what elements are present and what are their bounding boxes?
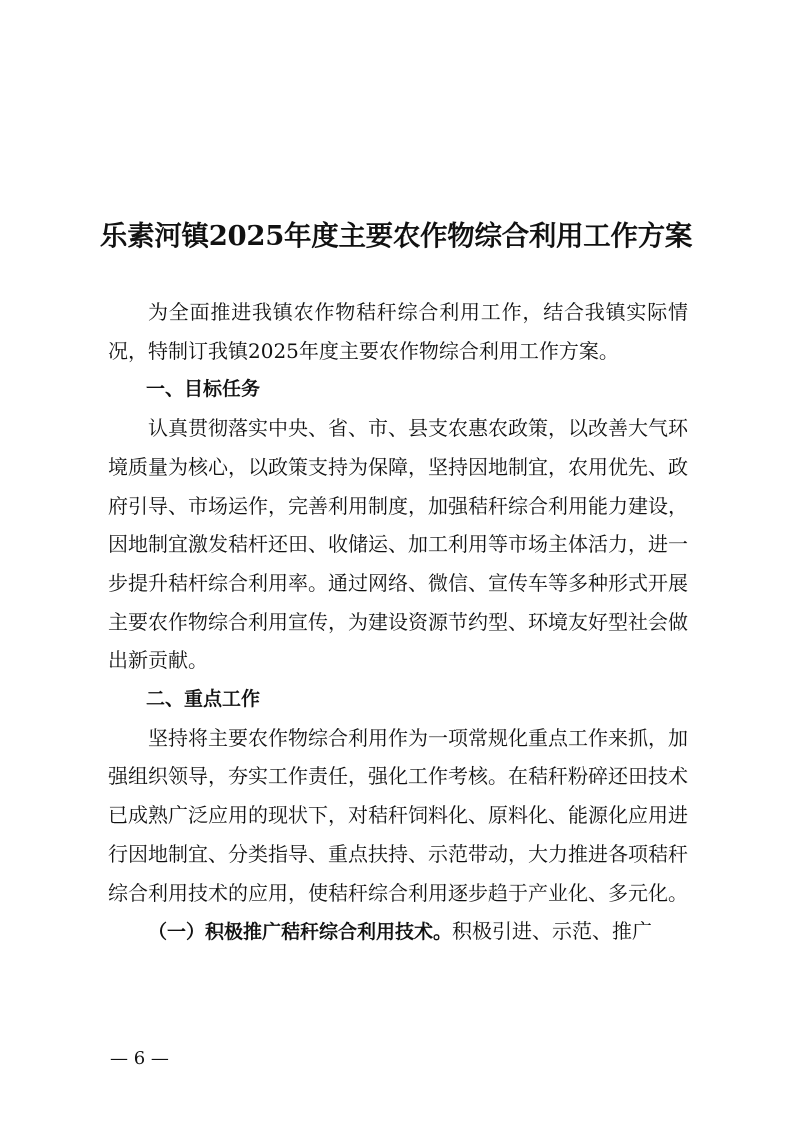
section-paragraph-targets: 认真贯彻落实中央、省、市、县支农惠农政策，以改善大气环境质量为核心，以政策支持为保障，坚持因地制宜，农用优先、政府引导、市场运作，完善利用制度，加强秸秆综合利用能力建设，因地制宜激发秸杆还田、收储运、加工利用等市场主体活力，进一步提升秸杆综合利用率。通过网络、微信、宣传车等多种形式开展主要农作物综合利用宣传，为建设资源节约型、环境友好型社会做出新贡献。 [108, 416, 688, 673]
section-paragraph-key-work: 坚持将主要农作物综合利用作为一项常规化重点工作来抓，加强组织领导，夯实工作责任，强化工作考核。在秸秆粉碎还田技术已成熟广泛应用的现状下，对秸秆饲料化、原料化、能源化应用进行因地制宜、分类指导、重点扶持、示范带动，大力推进各项秸秆综合利用技术的应用，使秸秆综合利用逐步趋于产业化、多元化。 [108, 725, 688, 905]
intro-paragraph: 为全面推进我镇农作物秸秆综合利用工作，结合我镇实际情况，特制订我镇2025年度主要农作物综合利用工作方案。 [108, 300, 688, 363]
section-heading-key-work: 二、重点工作 [146, 688, 261, 711]
subsection-item-1-text: 积极引进、示范、推广 [452, 919, 653, 944]
document-body [108, 293, 688, 952]
subsection-item-1-lead: （一）积极推广秸秆综合利用技术。 [148, 921, 453, 944]
subsection-item-1 [108, 912, 688, 952]
document-title: 乐素河镇2025年度主要农作物综合利用工作方案 [99, 220, 693, 252]
page-number: — 6 — [110, 1048, 169, 1069]
section-heading-targets: 一、目标任务 [146, 378, 261, 401]
